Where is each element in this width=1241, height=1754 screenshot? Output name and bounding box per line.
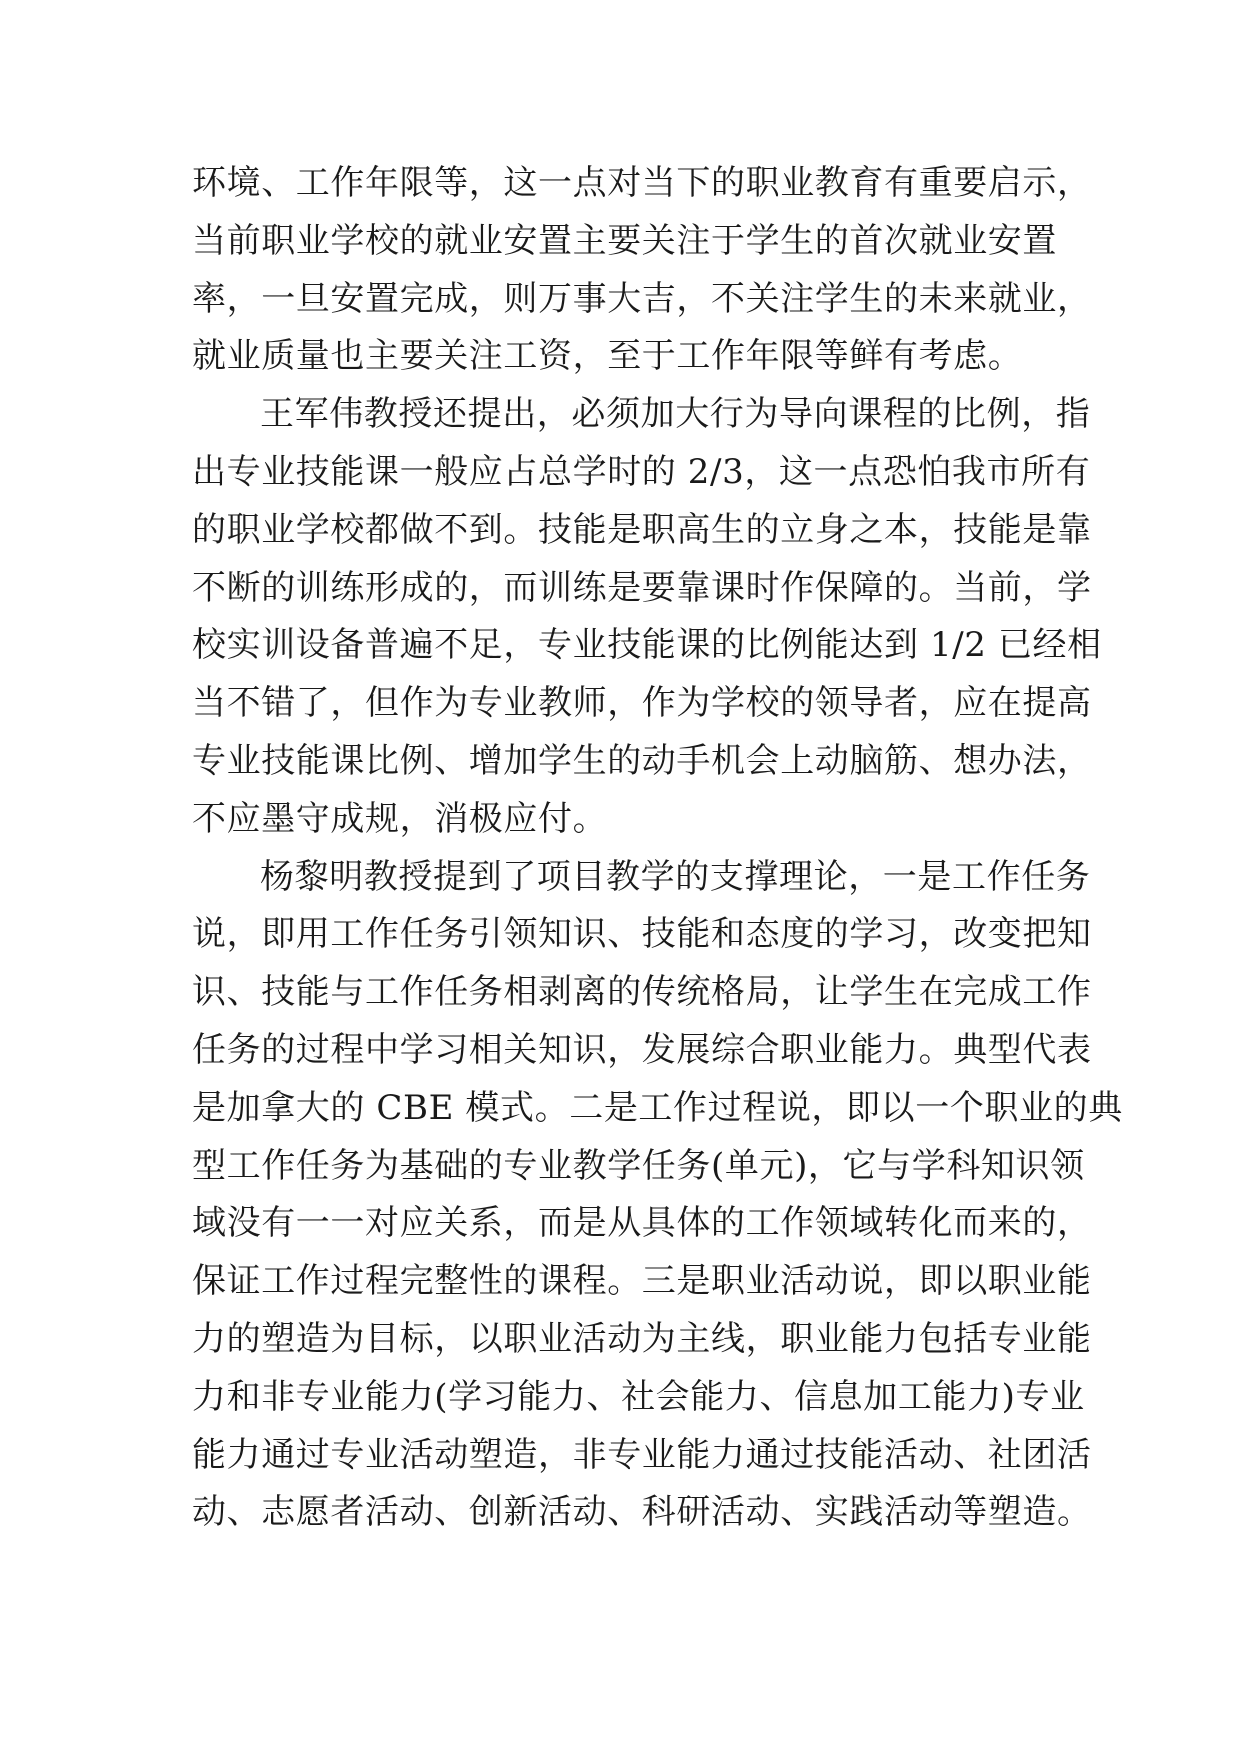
- text-line: 专业技能课比例、增加学生的动手机会上动脑筋、想办法，: [192, 740, 1092, 781]
- text-line: 当前职业学校的就业安置主要关注于学生的首次就业安置: [192, 220, 1057, 261]
- text-line: 识、技能与工作任务相剥离的传统格局，让学生在完成工作: [192, 972, 1092, 1013]
- text-line: 型工作任务为基础的专业教学任务(单元)，它与学科知识领: [192, 1145, 1085, 1186]
- text-line: 任务的过程中学习相关知识，发展综合职业能力。典型代表: [192, 1029, 1092, 1070]
- text-line: 不断的训练形成的，而训练是要靠课时作保障的。当前，学: [192, 567, 1092, 608]
- text-line: 不应墨守成规，消极应付。: [192, 798, 608, 839]
- text-line: 保证工作过程完整性的课程。三是职业活动说，即以职业能: [192, 1261, 1092, 1302]
- text-line: 率，一旦安置完成，则万事大吉，不关注学生的未来就业，: [192, 278, 1092, 319]
- text-line: 是加拿大的 CBE 模式。二是工作过程说，即以一个职业的典: [192, 1087, 1123, 1128]
- text-line: 域没有一一对应关系，而是从具体的工作领域转化而来的，: [192, 1203, 1092, 1244]
- text-line: 动、志愿者活动、创新活动、科研活动、实践活动等塑造。: [192, 1492, 1092, 1533]
- text-line: 环境、工作年限等，这一点对当下的职业教育有重要启示，: [192, 163, 1092, 203]
- text-line: 能力通过专业活动塑造，非专业能力通过技能活动、社团活: [192, 1434, 1092, 1475]
- text-line: 说，即用工作任务引领知识、技能和态度的学习，改变把知: [192, 914, 1092, 955]
- text-line: 的职业学校都做不到。技能是职高生的立身之本，技能是靠: [192, 509, 1092, 550]
- paragraph-first-line: 杨黎明教授提到了项目教学的支撑理论，一是工作任务: [260, 856, 1091, 897]
- text-line: 出专业技能课一般应占总学时的 2/3，这一点恐怕我市所有: [192, 451, 1091, 492]
- text-line: 当不错了，但作为专业教师，作为学校的领导者，应在提高: [192, 683, 1092, 724]
- text-line: 力的塑造为目标，以职业活动为主线，职业能力包括专业能: [192, 1318, 1092, 1359]
- text-line: 就业质量也主要关注工资，至于工作年限等鲜有考虑。: [192, 336, 1023, 377]
- paragraph-first-line: 王军伟教授还提出，必须加大行为导向课程的比例，指: [260, 394, 1091, 435]
- text-line: 校实训设备普遍不足，专业技能课的比例能达到 1/2 已经相: [192, 625, 1102, 666]
- text-line: 力和非专业能力(学习能力、社会能力、信息加工能力)专业: [192, 1376, 1085, 1417]
- body-text: [192, 155, 1123, 1542]
